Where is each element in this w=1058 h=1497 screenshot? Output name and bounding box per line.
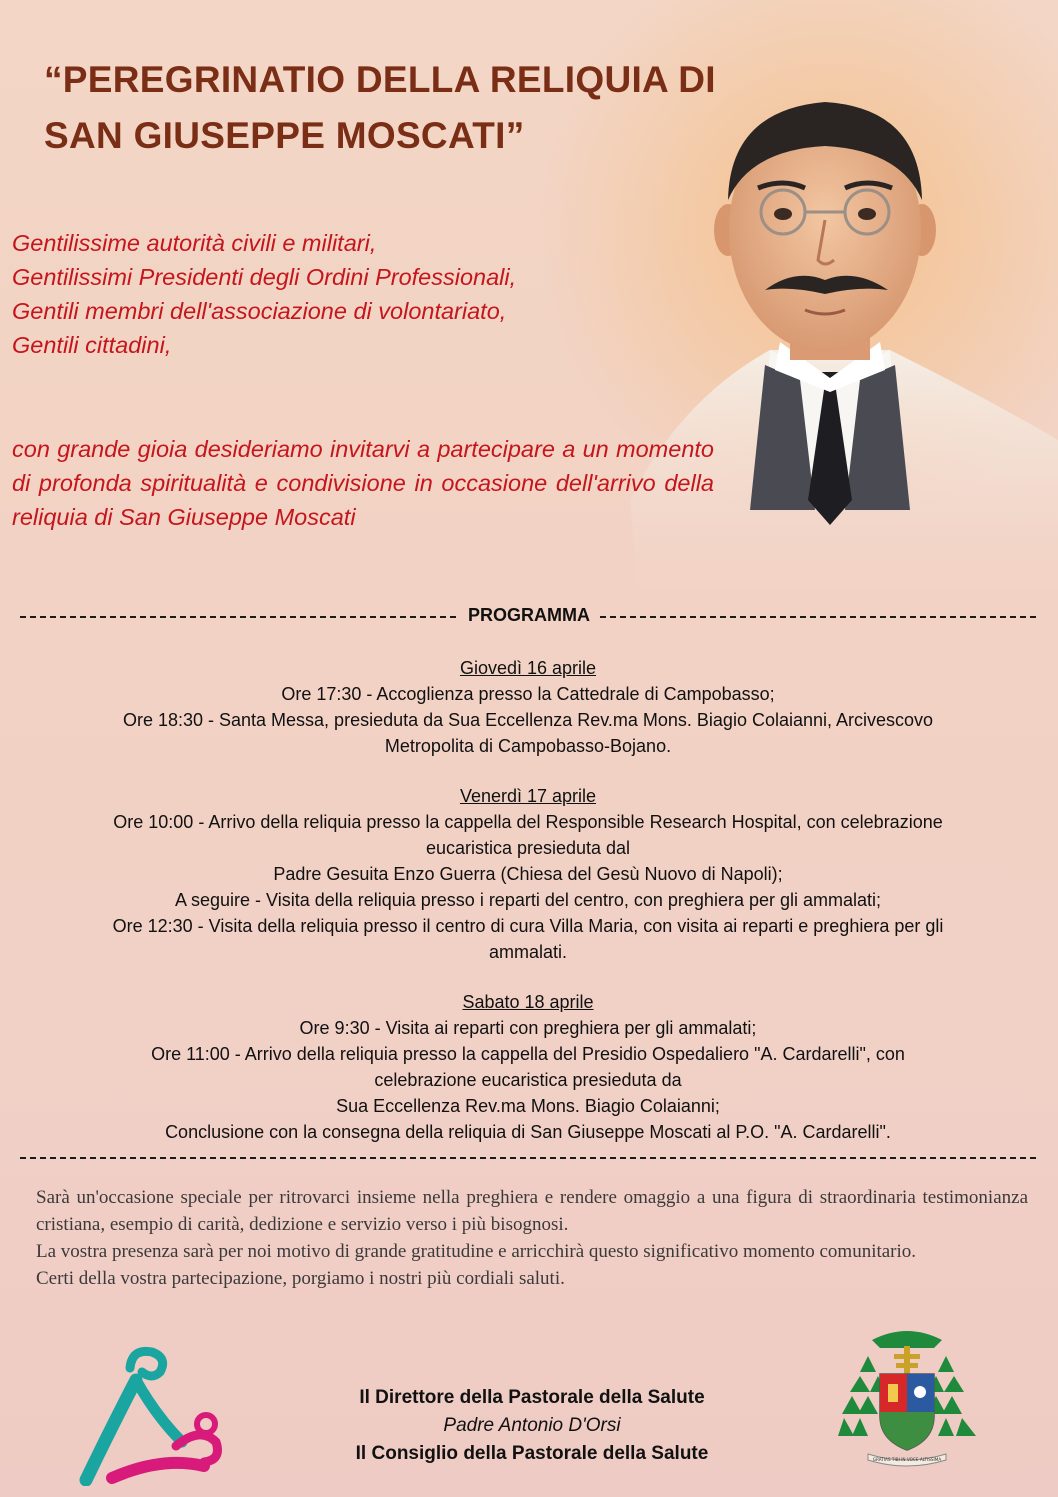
- program-label: PROGRAMMA: [460, 605, 598, 626]
- program-line: Metropolita di Campobasso-Bojano.: [384, 736, 672, 756]
- title-line-2: SAN GIUSEPPE MOSCATI”: [44, 115, 525, 156]
- program-line: Sua Eccellenza Rev.ma Mons. Biagio Colaianni;: [336, 1096, 720, 1116]
- greeting-block: [12, 226, 712, 362]
- closing-paragraph: Sarà un'occasione speciale per ritrovarci insieme nella preghiera e rendere omaggio a una figura di straordinaria testimonianza cristiana, esempio di carità, dedizione e servizio verso i più bisognosi.: [36, 1187, 1028, 1235]
- program-line: Padre Gesuita Enzo Guerra (Chiesa del Gesù Nuovo di Napoli);: [273, 864, 783, 884]
- program-line: Ore 18:30 - Santa Messa, presieduta da Sua Eccellenza Rev.ma Mons. Biagio Colaianni, Arcivescovo: [122, 710, 934, 730]
- program-line: Ore 11:00 - Arrivo della reliquia presso la cappella del Presidio Ospedaliero "A. Cardarelli", con: [151, 1044, 905, 1064]
- signature-block: [282, 1384, 782, 1468]
- program-line: eucaristica presieduta dal: [425, 838, 631, 858]
- program-line: Ore 12:30 - Visita della reliquia presso il centro di cura Villa Maria, con visita ai reparti e preghiera per gli: [112, 916, 944, 936]
- crest-motto: GRATIAS TIBI IN VOCE ALTISSIMA: [872, 1457, 942, 1462]
- program-line: Conclusione con la consegna della reliquia di San Giuseppe Moscati al P.O. "A. Cardarelli".: [165, 1122, 891, 1142]
- program-day-title: Giovedì 16 aprile: [459, 658, 597, 678]
- program-day-title: Venerdì 17 aprile: [459, 786, 597, 806]
- signature-role: Il Direttore della Pastorale della Salute: [359, 1387, 705, 1408]
- program-day-block: [20, 989, 1036, 1145]
- program-line: ammalati.: [488, 942, 568, 962]
- greeting-line: Gentilissime autorità civili e militari,: [12, 230, 377, 256]
- pastorale-logo-icon: [72, 1346, 232, 1486]
- title-line-1: “PEREGRINATIO DELLA RELIQUIA DI: [44, 59, 716, 100]
- program-day-block: [20, 655, 1036, 759]
- invitation-text: con grande gioia desideriamo invitarvi a partecipare a un momento di profonda spiritualità e condivisione in occasione dell'arrivo della reliquia di San Giuseppe Moscati: [12, 436, 714, 530]
- signature-name: Padre Antonio D'Orsi: [443, 1415, 621, 1436]
- greeting-line: Gentili cittadini,: [12, 332, 172, 358]
- program-divider-bottom: [20, 1157, 1036, 1159]
- program-line: A seguire - Visita della reliquia presso i reparti del centro, con preghiera per gli ammalati;: [174, 890, 882, 910]
- signature-council: Il Consiglio della Pastorale della Salute: [355, 1443, 709, 1464]
- closing-paragraph: Certi della vostra partecipazione, porgiamo i nostri più cordiali saluti.: [36, 1268, 565, 1289]
- archbishop-crest-icon: [838, 1326, 976, 1476]
- greeting-line: Gentilissimi Presidenti degli Ordini Professionali,: [12, 264, 517, 290]
- program-day-block: [20, 783, 1036, 965]
- program-line: Ore 9:30 - Visita ai reparti con preghiera per gli ammalati;: [299, 1018, 757, 1038]
- program-line: celebrazione eucaristica presieduta da: [374, 1070, 682, 1090]
- program-line: Ore 17:30 - Accoglienza presso la Cattedrale di Campobasso;: [281, 684, 775, 704]
- closing-paragraph: La vostra presenza sarà per noi motivo di grande gratitudine e arricchirà questo significativo momento comunitario.: [36, 1241, 917, 1262]
- program-line: Ore 10:00 - Arrivo della reliquia presso la cappella del Responsible Research Hospital, con celebrazione: [113, 812, 943, 832]
- closing-text: [36, 1184, 1028, 1292]
- program-section: [20, 655, 1036, 1145]
- greeting-line: Gentili membri dell'associazione di volontariato,: [12, 298, 507, 324]
- program-day-title: Sabato 18 aprile: [462, 992, 594, 1012]
